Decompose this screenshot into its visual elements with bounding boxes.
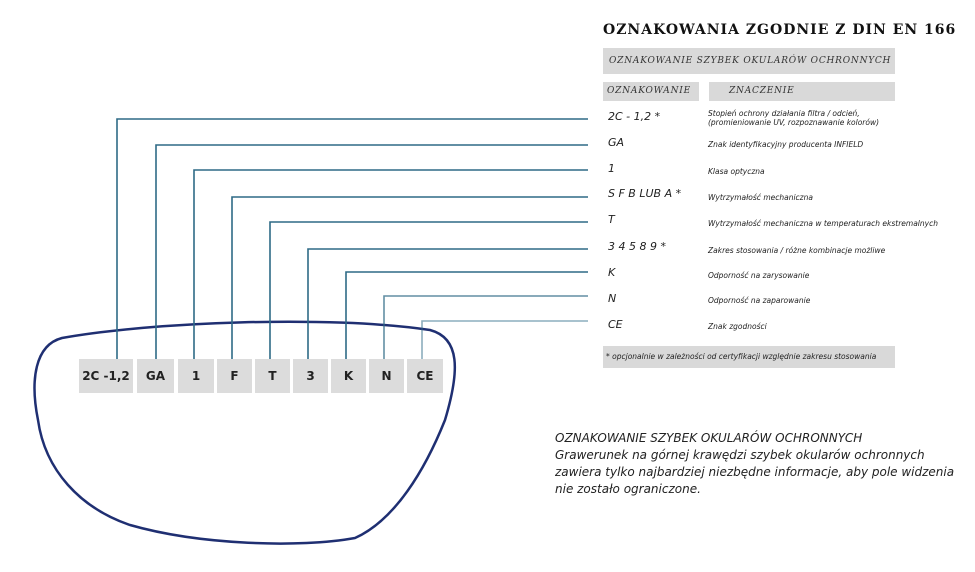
lens-mark: N	[369, 359, 404, 393]
leader-line-t	[270, 222, 588, 359]
lens-mark: 1	[178, 359, 214, 393]
description-block	[555, 430, 955, 498]
leader-line-1	[194, 170, 588, 359]
leader-line-k	[346, 272, 588, 359]
row-meaning: Znak identyfikacyjny producenta INFIELD	[708, 140, 864, 149]
description-title: OZNAKOWANIE SZYBEK OKULARÓW OCHRONNYCH	[555, 431, 863, 445]
lens-mark: 2C -1,2	[79, 359, 133, 393]
lens-mark: F	[217, 359, 252, 393]
row-code: S F B LUB A *	[608, 187, 682, 200]
row-meaning: Zakres stosowania / różne kombinacje możliwe	[708, 246, 886, 255]
row-meaning: Odporność na zarysowanie	[708, 271, 810, 280]
page-title: OZNAKOWANIA ZGODNIE Z DIN EN 166	[603, 22, 957, 38]
column-header-meaning: ZNACZENIE	[709, 82, 895, 101]
row-meaning: Klasa optyczna	[708, 167, 765, 176]
row-code: T	[608, 213, 615, 226]
lens-mark: K	[331, 359, 366, 393]
column-header-marking: OZNAKOWANIE	[603, 82, 699, 101]
row-code: N	[608, 292, 617, 305]
lens-mark: T	[255, 359, 290, 393]
lens-outline	[35, 322, 455, 544]
row-code: 2C - 1,2 *	[608, 110, 661, 123]
row-meaning: Odporność na zaparowanie	[708, 296, 811, 305]
row-code: GA	[608, 136, 625, 149]
row-code: 3 4 5 8 9 *	[608, 240, 666, 253]
row-code: K	[608, 266, 616, 279]
row-meaning: Znak zgodności	[708, 322, 767, 331]
description-body: Grawerunek na górnej krawędzi szybek okularów ochronnych zawiera tylko najbardziej niezbędne informacje, aby pole widzenia nie zostało ograniczone.	[555, 448, 955, 496]
row-meaning: Wytrzymałość mechaniczna w temperaturach ekstremalnych	[708, 219, 938, 228]
lens-mark: GA	[137, 359, 174, 393]
row-meaning: Stopień ochrony działania filtra / odcień, (promieniowanie UV, rozpoznawanie kolorów)	[708, 109, 880, 127]
footnote: * opcjonalnie w zależności od certyfikacji względnie zakresu stosowania	[603, 346, 895, 368]
row-code: 1	[608, 162, 615, 175]
lens-mark: CE	[407, 359, 443, 393]
row-code: CE	[608, 318, 623, 331]
row-meaning: Wytrzymałość mechaniczna	[708, 193, 813, 202]
leader-line-ga	[156, 145, 588, 359]
lens-mark: 3	[293, 359, 328, 393]
subtitle-band: OZNAKOWANIE SZYBEK OKULARÓW OCHRONNYCH	[603, 48, 895, 74]
